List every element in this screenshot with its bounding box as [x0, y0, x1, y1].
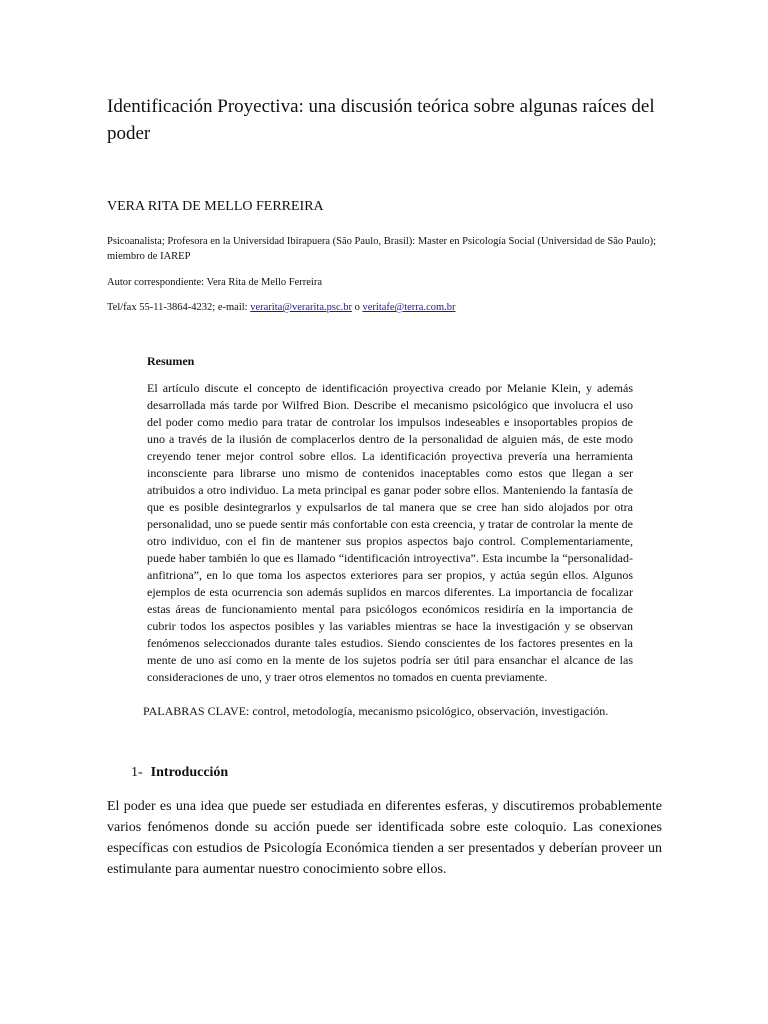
keywords: PALABRAS CLAVE: control, metodología, mecanismo psicológico, observación, investigación.	[143, 704, 609, 718]
section-body-text: El poder es una idea que puede ser estudiada en diferentes esferas, y discutiremos probablemente varios fenómenos donde su acción puede ser identificada sobre este coloquio. Las conexiones específicas con estudios de Psicología Económica tienden a ser presentados y deberían proveer un estimulante para aumentar nuestro conocimiento sobre ellos.	[107, 799, 662, 877]
author-name: VERA RITA DE MELLO FERREIRA	[107, 199, 324, 214]
email-link-2[interactable]: veritafe@terra.com.br	[362, 302, 456, 313]
contact-line	[107, 300, 667, 315]
section-number: 1-	[131, 765, 143, 780]
paper-title: Identificación Proyectiva: una discusión teórica sobre algunas raíces del poder	[107, 96, 655, 144]
contact-separator: o	[352, 302, 363, 313]
section-heading	[131, 764, 228, 782]
author-affiliation: Psicoanalista; Profesora en la Universidad Ibirapuera (São Paulo, Brasil): Master en Psicología Social (Universidad de São Paulo); miembro de IAREP	[107, 236, 657, 262]
section-title: Introducción	[150, 765, 229, 780]
corresponding-author: Autor correspondiente: Vera Rita de Mello Ferreira	[107, 277, 322, 288]
email-link-1[interactable]: verarita@verarita.psc.br	[250, 302, 352, 313]
contact-prefix: Tel/fax 55-11-3864-4232; e-mail:	[107, 302, 251, 313]
abstract-text: El artículo discute el concepto de identificación proyectiva creado por Melanie Klein, y además desarrollada más tarde por Wilfred Bion. Describe el mecanismo psicológico que involucra el uso del poder como medio para tratar de controlar los impulsos indeseables e insoportables propios de uno a través de la ilusión de complacerlos dentro de la personalidad de alguien más, de este modo creyendo tener mejor control sobre ellos. La identificación proyectiva prevería una herramienta inconsciente para librarse uno mismo de contenidos inaceptables como estos que llegan a ser atribuidos a otro individuo. La meta principal es ganar poder sobre ellos. Manteniendo la fantasía de que es posible desintegrarlos y expulsarlos de tal manera que se cree han sido alojados por otra personalidad, uno se puede sentir más confortable con esta creencia, y tratar de controlar la mente de otro individuo, con el fin de mantener sus propios aspectos bajo control. Complementariamente, puede haber también lo que es llamado “identificación introyectiva”. Esta incumbe la “personalidad-anfitriona”, en lo que toma los aspectos exteriores para ser propios, y actúa según ellos. Algunos ejemplos de esta ocurrencia son además suplidos en marcos diferentes. La importancia de focalizar estas áreas de funcionamiento mental para psicólogos económicos residiría en la importancia de cubrir todos los aspectos posibles y las variables mientras se hace la investigación y se observan fenómenos seleccionados durante tales estudios. Siendo conscientes de los factores presentes en la mente de uno así como en la mente de los sujetos podría ser útil para ensanchar el alcance de las consideraciones de uno, y traer otros elementos no tomados en cuenta previamente.	[147, 381, 633, 684]
abstract-heading: Resumen	[147, 354, 195, 368]
